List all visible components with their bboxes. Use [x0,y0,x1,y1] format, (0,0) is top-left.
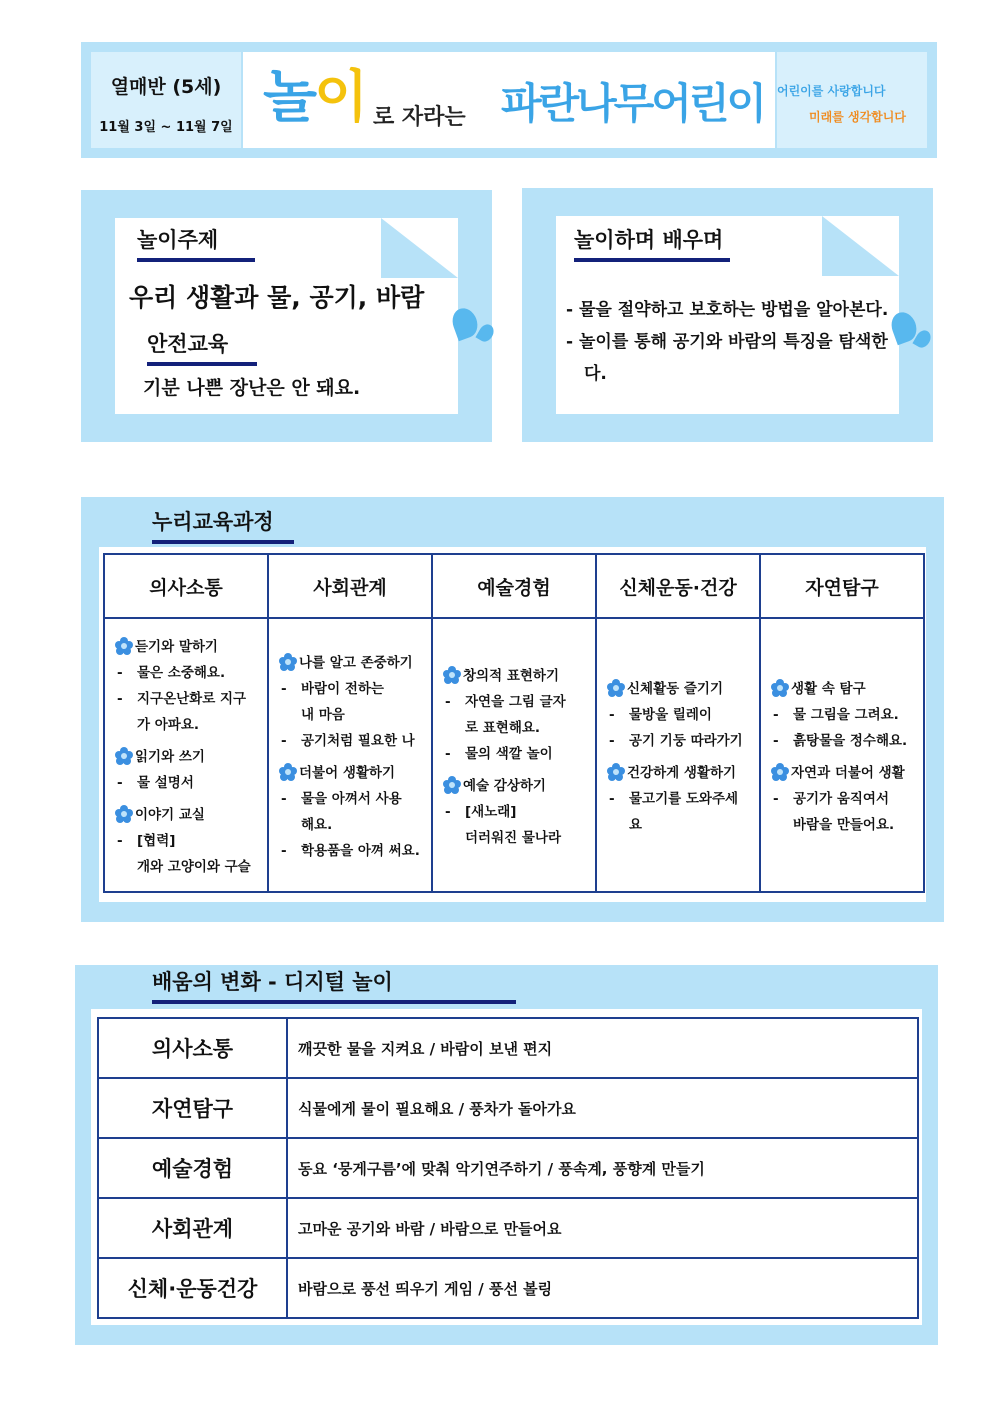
flower-icon [279,763,297,781]
curriculum-label: 누리교육과정 [152,506,294,544]
bullet-dash [281,812,301,838]
bullet-dash [773,812,793,838]
curriculum-activity [771,786,915,812]
flower-icon [771,763,789,781]
curriculum-item-text: 창의적 표현하기 [463,668,559,684]
curriculum-header-row [105,555,923,619]
slogan-area [777,52,927,148]
bullet-dash: - [445,694,451,710]
slogan-2: 미래를 생각합니다 [809,110,906,124]
digital-category: 예술경험 [99,1139,288,1197]
curriculum-item-text: [새노래] [465,804,517,820]
curriculum-item-text: 듣기와 말하기 [135,639,218,655]
curriculum-category [771,760,915,786]
curriculum-activity [443,825,587,851]
bullet-dash: - [117,665,123,681]
digital-category: 사회관계 [99,1199,288,1257]
curriculum-item-text: [협력] [137,833,176,849]
water-drop-icon [475,322,496,345]
curriculum-item-text: 지구온난화로 지구 [137,691,247,707]
curriculum-category [115,802,259,828]
flower-icon [115,637,133,655]
digital-activity: 고마운 공기와 바람 / 바람으로 만들어요 [298,1219,562,1238]
digital-category: 의사소통 [99,1019,288,1077]
digital-activity: 식물에게 물이 필요해요 / 풍차가 돌아가요 [298,1099,576,1118]
curriculum-activity [771,812,915,838]
curriculum-item-text: 해요. [301,817,333,833]
curriculum-item-text: 더러워진 물나라 [465,830,561,846]
bullet-dash: - [609,733,615,749]
learning-box [522,188,933,442]
curriculum-column [597,619,761,891]
curriculum-category [443,663,587,689]
digital-activity: 동요 ‘뭉게구름’에 맞춰 악기연주하기 / 풍속계, 풍향계 만들기 [298,1159,705,1178]
curriculum-activity [443,741,587,767]
learning-goal-1: - 물을 절약하고 보호하는 방법을 알아본다. [566,300,889,320]
flower-icon [443,776,461,794]
bullet-dash: - [445,804,451,820]
title-brand: 파란나무어린이 [501,79,765,128]
class-info [91,52,241,148]
curriculum-header-cell: 신체운동·건강 [597,555,761,617]
curriculum-activity [607,786,751,838]
curriculum-item-text: 물 그림을 그려요. [793,707,899,723]
curriculum-column [761,619,923,891]
bullet-dash: - [773,733,779,749]
curriculum-item-text: 나를 알고 존중하기 [299,655,413,671]
digital-table [97,1017,919,1319]
curriculum-activity [771,702,915,728]
curriculum-item-text: 공기가 움직여서 [793,791,889,807]
curriculum-activity [115,854,259,880]
curriculum-item-text: 공기 기둥 따라가기 [629,733,743,749]
digital-row [99,1139,917,1199]
curriculum-item-text: 물의 색깔 놀이 [465,746,553,762]
title-mid: 로 자라는 [373,105,466,130]
flower-icon [279,653,297,671]
bullet-dash: - [117,691,123,707]
curriculum-activity [443,715,587,741]
curriculum-activity [279,812,423,838]
learning-label: 놀이하며 배우며 [574,224,730,262]
curriculum-category [443,773,587,799]
bullet-dash: - [117,775,123,791]
bullet-dash: - [281,791,287,807]
title-play-char-1: 놀 [263,65,315,130]
learning-goal-2: - 놀이를 통해 공기와 바람의 특징을 탐색한 [566,332,888,352]
curriculum-activity [279,728,423,754]
bullet-dash: - [445,746,451,762]
curriculum-category [279,760,423,786]
title-play-char-2: 이 [314,65,366,130]
curriculum-activity [115,828,259,854]
curriculum-item-text: 바람이 전하는 [301,681,384,697]
flower-icon [115,747,133,765]
curriculum-body-row [105,619,923,891]
play-theme-box [81,190,492,442]
flower-icon [607,679,625,697]
flower-icon [115,805,133,823]
flower-icon [443,666,461,684]
curriculum-activity [443,799,587,825]
curriculum-item-text: 개와 고양이와 구슬 [137,859,251,875]
date-range: 11월 3일 ~ 11월 7일 [99,120,233,135]
bullet-dash: - [773,791,779,807]
bullet-dash: - [609,791,615,807]
curriculum-header-cell: 의사소통 [105,555,269,617]
curriculum-activity [115,712,259,738]
bullet-dash: - [609,707,615,723]
title-play [263,62,365,134]
curriculum-column [433,619,597,891]
curriculum-item-text: 흙탕물을 정수해요. [793,733,908,749]
curriculum-item-text: 읽기와 쓰기 [135,749,205,765]
curriculum-item-text: 자연과 더불어 생활 [791,765,905,781]
header-title-area [243,52,775,148]
digital-row [99,1259,917,1317]
curriculum-item-text: 학용품을 아껴 써요. [301,843,420,859]
header-banner [81,42,937,158]
play-theme-text: 우리 생활과 물, 공기, 바람 [129,283,425,312]
curriculum-column [269,619,433,891]
curriculum-item-text: 바람을 만들어요. [793,817,895,833]
curriculum-item-text: 물고기를 도와주세요 [629,791,739,833]
digital-label: 배움의 변화 - 디지털 놀이 [152,966,516,1004]
curriculum-activity [607,702,751,728]
curriculum-column [105,619,269,891]
digital-category: 자연탐구 [99,1079,288,1137]
curriculum-activity [607,728,751,754]
curriculum-item-text: 이야기 교실 [135,807,205,823]
curriculum-category [115,744,259,770]
curriculum-item-text: 물을 아껴서 사용 [301,791,402,807]
slogan-1: 어린이를 사랑합니다 [777,84,886,98]
bullet-dash [117,854,137,880]
curriculum-item-text: 물 설명서 [137,775,194,791]
digital-activity: 바람으로 풍선 띄우기 게임 / 풍선 볼링 [298,1279,553,1298]
curriculum-header-cell: 예술경험 [433,555,597,617]
play-theme-label: 놀이주제 [137,224,255,262]
bullet-dash: - [281,733,287,749]
bullet-dash: - [281,843,287,859]
curriculum-item-text: 로 표현해요. [465,720,541,736]
bullet-dash [445,715,465,741]
curriculum-item-text: 물은 소중해요. [137,665,226,681]
safety-label: 안전교육 [147,328,257,366]
curriculum-activity [279,786,423,812]
bullet-dash [281,702,301,728]
curriculum-category [607,760,751,786]
digital-row [99,1079,917,1139]
bullet-dash: - [281,681,287,697]
curriculum-item-text: 건강하게 생활하기 [627,765,737,781]
flower-icon [607,763,625,781]
curriculum-item-text: 내 마음 [301,707,345,723]
curriculum-item-text: 신체활동 즐기기 [627,681,723,697]
curriculum-header-cell: 자연탐구 [805,576,879,599]
curriculum-activity [443,689,587,715]
digital-category: 신체·운동건강 [99,1259,288,1317]
curriculum-category [607,676,751,702]
digital-row [99,1019,917,1079]
curriculum-item-text: 공기처럼 필요한 나 [301,733,415,749]
curriculum-header-cell: 사회관계 [269,555,433,617]
digital-activity: 깨끗한 물을 지켜요 / 바람이 보낸 편지 [298,1039,553,1058]
curriculum-category [115,634,259,660]
flower-icon [771,679,789,697]
curriculum-category [771,676,915,702]
curriculum-item-text: 예술 감상하기 [463,778,546,794]
curriculum-table [103,553,925,893]
curriculum-item-text: 가 아파요. [137,717,199,733]
curriculum-activity [279,702,423,728]
curriculum-item-text: 더불어 생활하기 [299,765,395,781]
bullet-dash: - [117,833,123,849]
class-name: 열매반 (5세) [110,76,222,98]
curriculum-category [279,650,423,676]
digital-row [99,1199,917,1259]
curriculum-activity [279,838,423,864]
safety-text: 기분 나쁜 장난은 안 돼요. [143,377,361,399]
curriculum-activity [279,676,423,702]
bullet-dash [117,712,137,738]
curriculum-activity [115,660,259,686]
curriculum-activity [115,770,259,796]
curriculum-activity [115,686,259,712]
bullet-dash: - [773,707,779,723]
learning-goal-3: 다. [584,364,607,384]
curriculum-item-text: 자연을 그림 글자 [465,694,566,710]
curriculum-item-text: 물방울 릴레이 [629,707,712,723]
curriculum-item-text: 생활 속 탐구 [791,681,866,697]
curriculum-activity [771,728,915,754]
bullet-dash [445,825,465,851]
